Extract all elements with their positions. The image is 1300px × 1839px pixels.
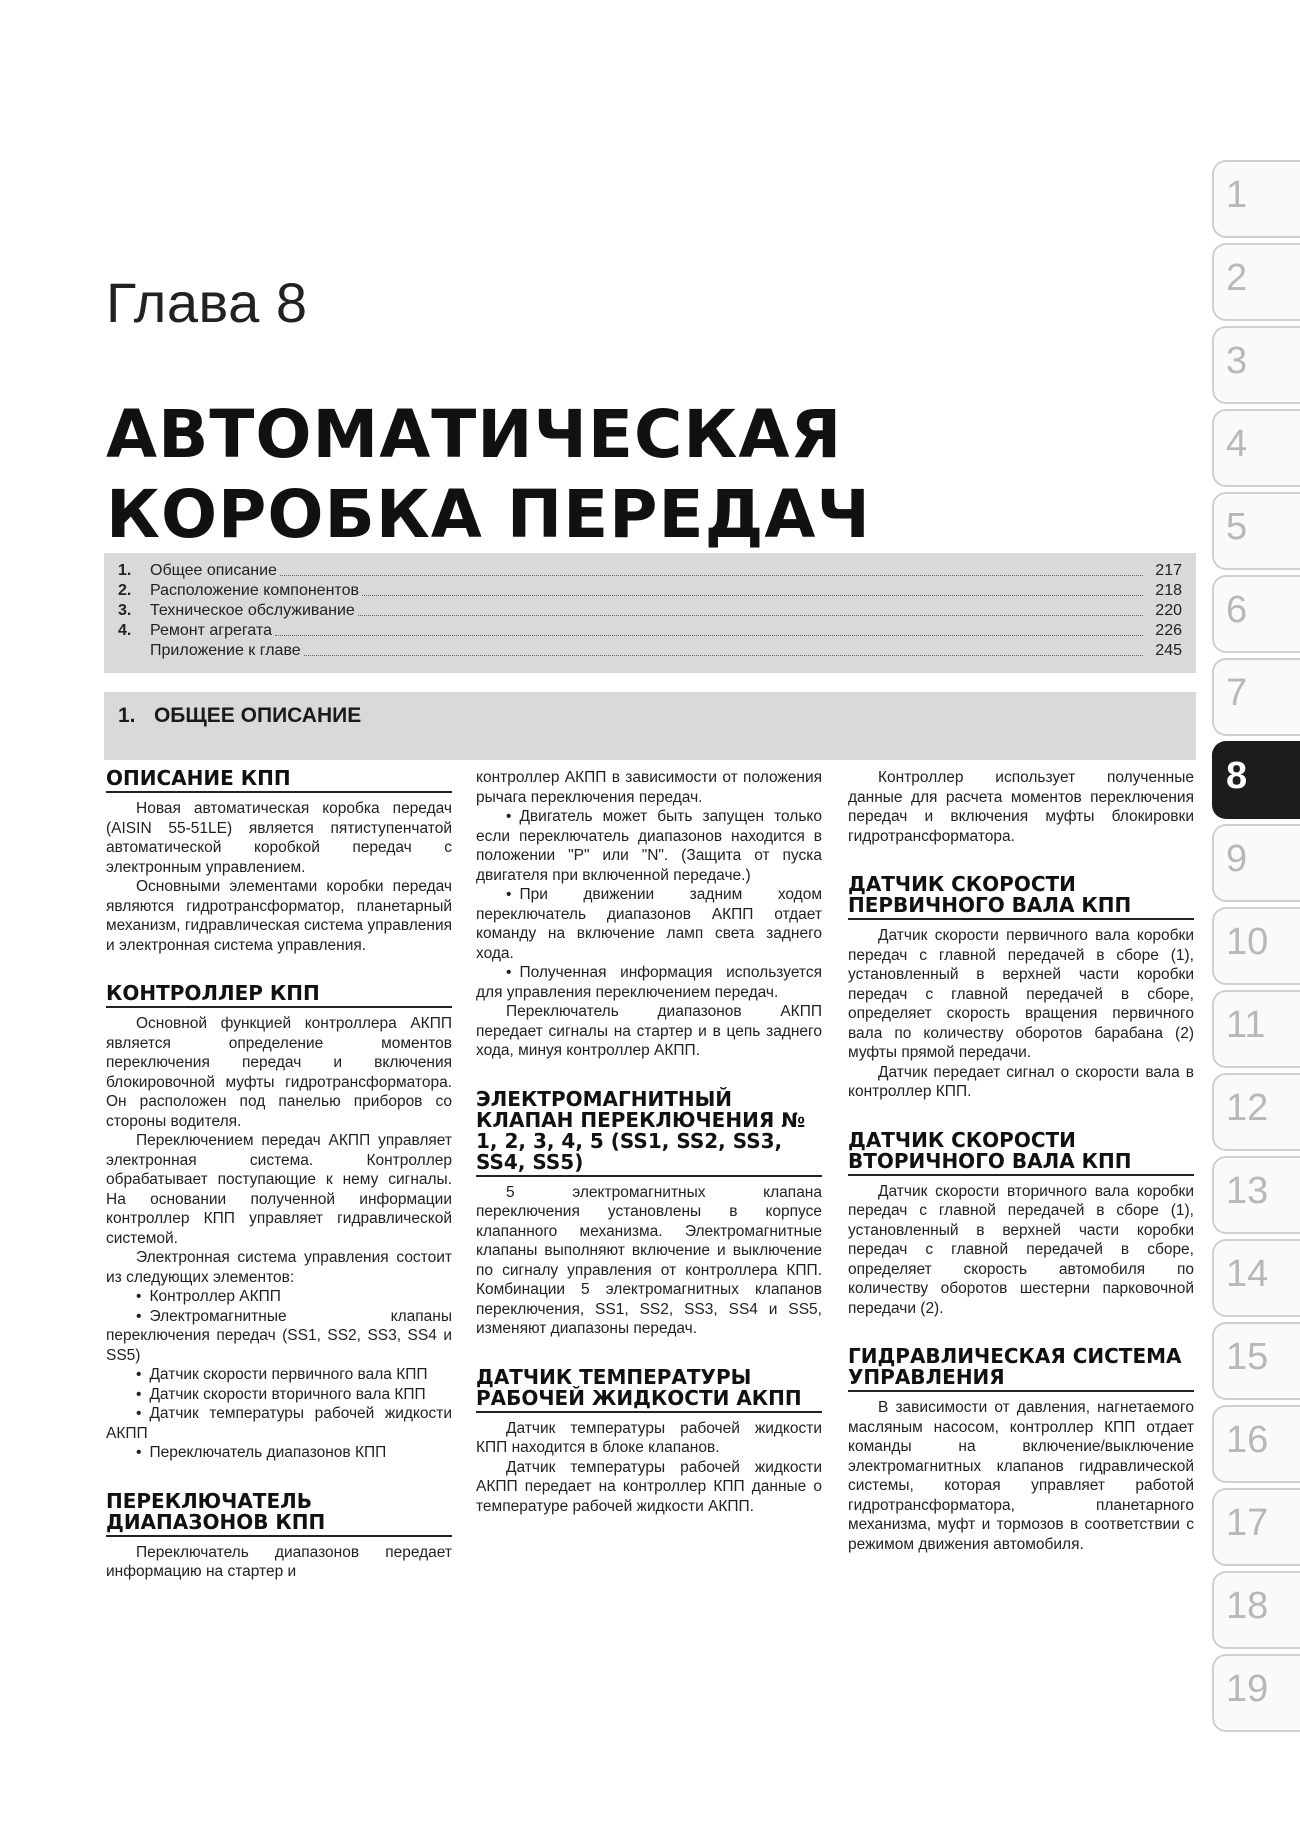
bullet-list	[106, 1287, 452, 1463]
chapter-tab-4[interactable]	[1212, 409, 1300, 487]
toc-title: Ремонт агрегата	[150, 622, 272, 639]
list-item: • Контроллер АКПП	[106, 1287, 452, 1307]
paragraph: Электронная система управления состоит из следующих элементов:	[106, 1249, 452, 1286]
chapter-title-line-1: АВТОМАТИЧЕСКАЯ	[106, 396, 843, 473]
tab-label: 2	[1226, 257, 1248, 299]
chapter-tab-13[interactable]	[1212, 1156, 1300, 1234]
list-item: • Датчик скорости первичного вала КПП	[106, 1365, 452, 1385]
chapter-tab-5[interactable]	[1212, 492, 1300, 570]
tab-label: 16	[1226, 1419, 1269, 1461]
subheading: ОПИСАНИЕ КПП	[106, 768, 452, 793]
list-item: • Датчик температуры рабочей жидкости АКПП	[106, 1404, 452, 1443]
tab-label: 10	[1226, 921, 1269, 963]
paragraph: Датчик передает сигнал о скорости вала в контроллер КПП.	[848, 1063, 1194, 1100]
paragraph: Основной функцией контроллера АКПП является определение моментов переключения передач и включения блокировочной муфты гидротрансформатора. Он расположен под панелью приборов со стороны водителя.	[106, 1015, 452, 1130]
toc-row[interactable]	[118, 621, 1182, 641]
toc-title: Техническое обслуживание	[150, 602, 355, 619]
chapter-tab-14[interactable]	[1212, 1239, 1300, 1317]
toc-number: 1.	[118, 562, 132, 579]
toc-page: 245	[1155, 642, 1182, 659]
chapter-tab-7[interactable]	[1212, 658, 1300, 736]
toc-leader	[275, 621, 1143, 636]
paragraph: Контроллер использует полученные данные для расчета моментов переключения передач и включения муфты блокировки гидротрансформатора.	[848, 769, 1194, 845]
section-heading-band	[104, 692, 1196, 760]
toc-row[interactable]	[118, 561, 1182, 581]
tab-label: 13	[1226, 1170, 1269, 1212]
chapter-tab-1[interactable]	[1212, 160, 1300, 238]
toc-number: 4.	[118, 622, 132, 639]
section-title: ОБЩЕЕ ОПИСАНИЕ	[153, 704, 362, 727]
paragraph: контроллер АКПП в зависимости от положения рычага переключения передач.	[476, 769, 822, 806]
toc-page: 220	[1155, 602, 1182, 619]
tab-label: 18	[1226, 1585, 1269, 1627]
text-column-2	[476, 768, 822, 1516]
paragraph: Датчик скорости вторичного вала коробки передач с главной передачей в сборе (1), установленный в верхней части коробки передач с главной передачей в сборе, определяет скорость автомобиля по количеству оборотов шестерни парковочной передачи (2).	[848, 1182, 1194, 1317]
chapter-tab-9[interactable]	[1212, 824, 1300, 902]
subheading: ПЕРЕКЛЮЧАТЕЛЬ ДИАПАЗОНОВ КПП	[106, 1491, 452, 1537]
paragraph: В зависимости от давления, нагнетаемого масляным насосом, контроллер КПП отдает команды на включение/выключение электромагнитных клапанов гидравлической системы, которая управляет работой гидротрансформатора, планетарного механизма, муфт и тормозов в соответствии с режимом движения автомобиля.	[848, 1399, 1194, 1553]
toc-number	[118, 641, 150, 661]
toc-leader	[358, 601, 1143, 616]
toc-page: 218	[1155, 582, 1182, 599]
tab-label: 19	[1226, 1668, 1269, 1710]
subheading: ДАТЧИК ТЕМПЕРАТУРЫ РАБОЧЕЙ ЖИДКОСТИ АКПП	[476, 1367, 822, 1413]
chapter-tab-15[interactable]	[1212, 1322, 1300, 1400]
tab-label: 3	[1226, 340, 1248, 382]
tab-label: 15	[1226, 1336, 1269, 1378]
text-column-3	[848, 768, 1194, 1554]
toc-page: 217	[1155, 562, 1182, 579]
paragraph: 5 электромагнитных клапана переключения установлены в корпусе клапанного механизма. Электромагнитные клапаны выполняют включение и выключение по сигналу управления от контроллера КПП. Комбинации 5 электромагнитных клапанов переключения, SS1, SS2, SS3, SS4 и SS5, изменяют диапазоны передач.	[476, 1183, 822, 1337]
tab-label: 6	[1226, 589, 1248, 631]
chapter-tab-12[interactable]	[1212, 1073, 1300, 1151]
paragraph: Переключатель диапазонов передает информацию на стартер и	[106, 1543, 452, 1580]
toc-leader	[304, 641, 1143, 656]
toc-leader	[362, 581, 1143, 596]
list-item: • Полученная информация используется для управления переключением передач.	[476, 963, 822, 1002]
section-number: 1.	[118, 704, 136, 727]
tab-label: 11	[1226, 1004, 1266, 1046]
subheading: ДАТЧИК СКОРОСТИ ПЕРВИЧНОГО ВАЛА КПП	[848, 874, 1194, 920]
chapter-tab-17[interactable]	[1212, 1488, 1300, 1566]
chapter-tabs	[1212, 160, 1300, 1737]
tab-label: 9	[1226, 838, 1248, 880]
text-column-1	[106, 768, 452, 1582]
chapter-tab-16[interactable]	[1212, 1405, 1300, 1483]
chapter-tab-8-active[interactable]	[1212, 741, 1300, 819]
chapter-title	[106, 395, 871, 555]
chapter-tab-6[interactable]	[1212, 575, 1300, 653]
paragraph: Переключатель диапазонов АКПП передает сигналы на стартер и в цепь заднего хода, минуя контроллер АКПП.	[476, 1003, 822, 1059]
tab-label: 7	[1226, 672, 1248, 714]
subheading: КОНТРОЛЛЕР КПП	[106, 983, 452, 1008]
toc-row[interactable]	[118, 641, 1182, 661]
toc-title: Расположение компонентов	[150, 582, 359, 599]
paragraph: Датчик температуры рабочей жидкости КПП находится в блоке клапанов.	[476, 1419, 822, 1456]
list-item: • Двигатель может быть запущен только если переключатель диапазонов находится в положении "P" или "N". (Защита от пуска двигателя при включенной передаче.)	[476, 807, 822, 885]
tab-label: 4	[1226, 423, 1248, 465]
chapter-tab-2[interactable]	[1212, 243, 1300, 321]
toc-title: Общее описание	[150, 562, 277, 579]
paragraph: Основными элементами коробки передач являются гидротрансформатор, планетарный механизм, гидравлическая система управления и электронная система управления.	[106, 878, 452, 954]
tab-label: 1	[1226, 174, 1248, 216]
paragraph: Датчик температуры рабочей жидкости АКПП передает на контроллер КПП данные о температуре рабочей жидкости АКПП.	[476, 1458, 822, 1515]
toc-number: 2.	[118, 582, 132, 599]
paragraph: Новая автоматическая коробка передач (AISIN 55-51LE) является пятиступенчатой автоматической коробкой передач с электронным управлением.	[106, 800, 452, 876]
toc-leader	[280, 561, 1143, 576]
chapter-title-line-2: КОРОБКА ПЕРЕДАЧ	[106, 476, 871, 553]
tab-label: 8	[1226, 755, 1248, 797]
tab-label: 14	[1226, 1253, 1269, 1295]
table-of-contents	[104, 553, 1196, 673]
chapter-label: Глава 8	[106, 271, 308, 334]
tab-label: 17	[1226, 1502, 1269, 1544]
chapter-tab-10[interactable]	[1212, 907, 1300, 985]
chapter-tab-3[interactable]	[1212, 326, 1300, 404]
subheading: ГИДРАВЛИЧЕСКАЯ СИСТЕМА УПРАВЛЕНИЯ	[848, 1346, 1194, 1392]
list-item: • Переключатель диапазонов КПП	[106, 1443, 452, 1463]
tab-label: 12	[1226, 1087, 1269, 1129]
tab-label: 5	[1226, 506, 1248, 548]
toc-page: 226	[1155, 622, 1182, 639]
paragraph: Переключением передач АКПП управляет электронная система. Контроллер обрабатывает поступающие к нему сигналы. На основании полученной информации контроллер КПП управляет гидравлической системой.	[106, 1132, 452, 1247]
bullet-list	[476, 807, 822, 1002]
chapter-tab-18[interactable]	[1212, 1571, 1300, 1649]
chapter-tab-11[interactable]	[1212, 990, 1300, 1068]
chapter-tab-19[interactable]	[1212, 1654, 1300, 1732]
toc-row[interactable]	[118, 601, 1182, 621]
toc-row[interactable]	[118, 581, 1182, 601]
subheading: ЭЛЕКТРОМАГНИТНЫЙ КЛАПАН ПЕРЕКЛЮЧЕНИЯ № 1, 2, 3, 4, 5 (SS1, SS2, SS3, SS4, SS5)	[476, 1089, 822, 1177]
paragraph: Датчик скорости первичного вала коробки передач с главной передачей в сборе (1), установленный в верхней части коробки передач с главной передачей в сборе, определяет скорость вращения первичного вала по количеству оборотов барабана (2) муфты прямой передачи.	[848, 927, 1194, 1061]
toc-number: 3.	[118, 602, 132, 619]
list-item: • Электромагнитные клапаны переключения передач (SS1, SS2, SS3, SS4 и SS5)	[106, 1307, 452, 1366]
list-item: • Датчик скорости вторичного вала КПП	[106, 1385, 452, 1405]
list-item: • При движении задним ходом переключатель диапазонов АКПП отдает команду на включение ламп света заднего хода.	[476, 885, 822, 963]
toc-title: Приложение к главе	[150, 642, 301, 659]
subheading: ДАТЧИК СКОРОСТИ ВТОРИЧНОГО ВАЛА КПП	[848, 1130, 1194, 1176]
